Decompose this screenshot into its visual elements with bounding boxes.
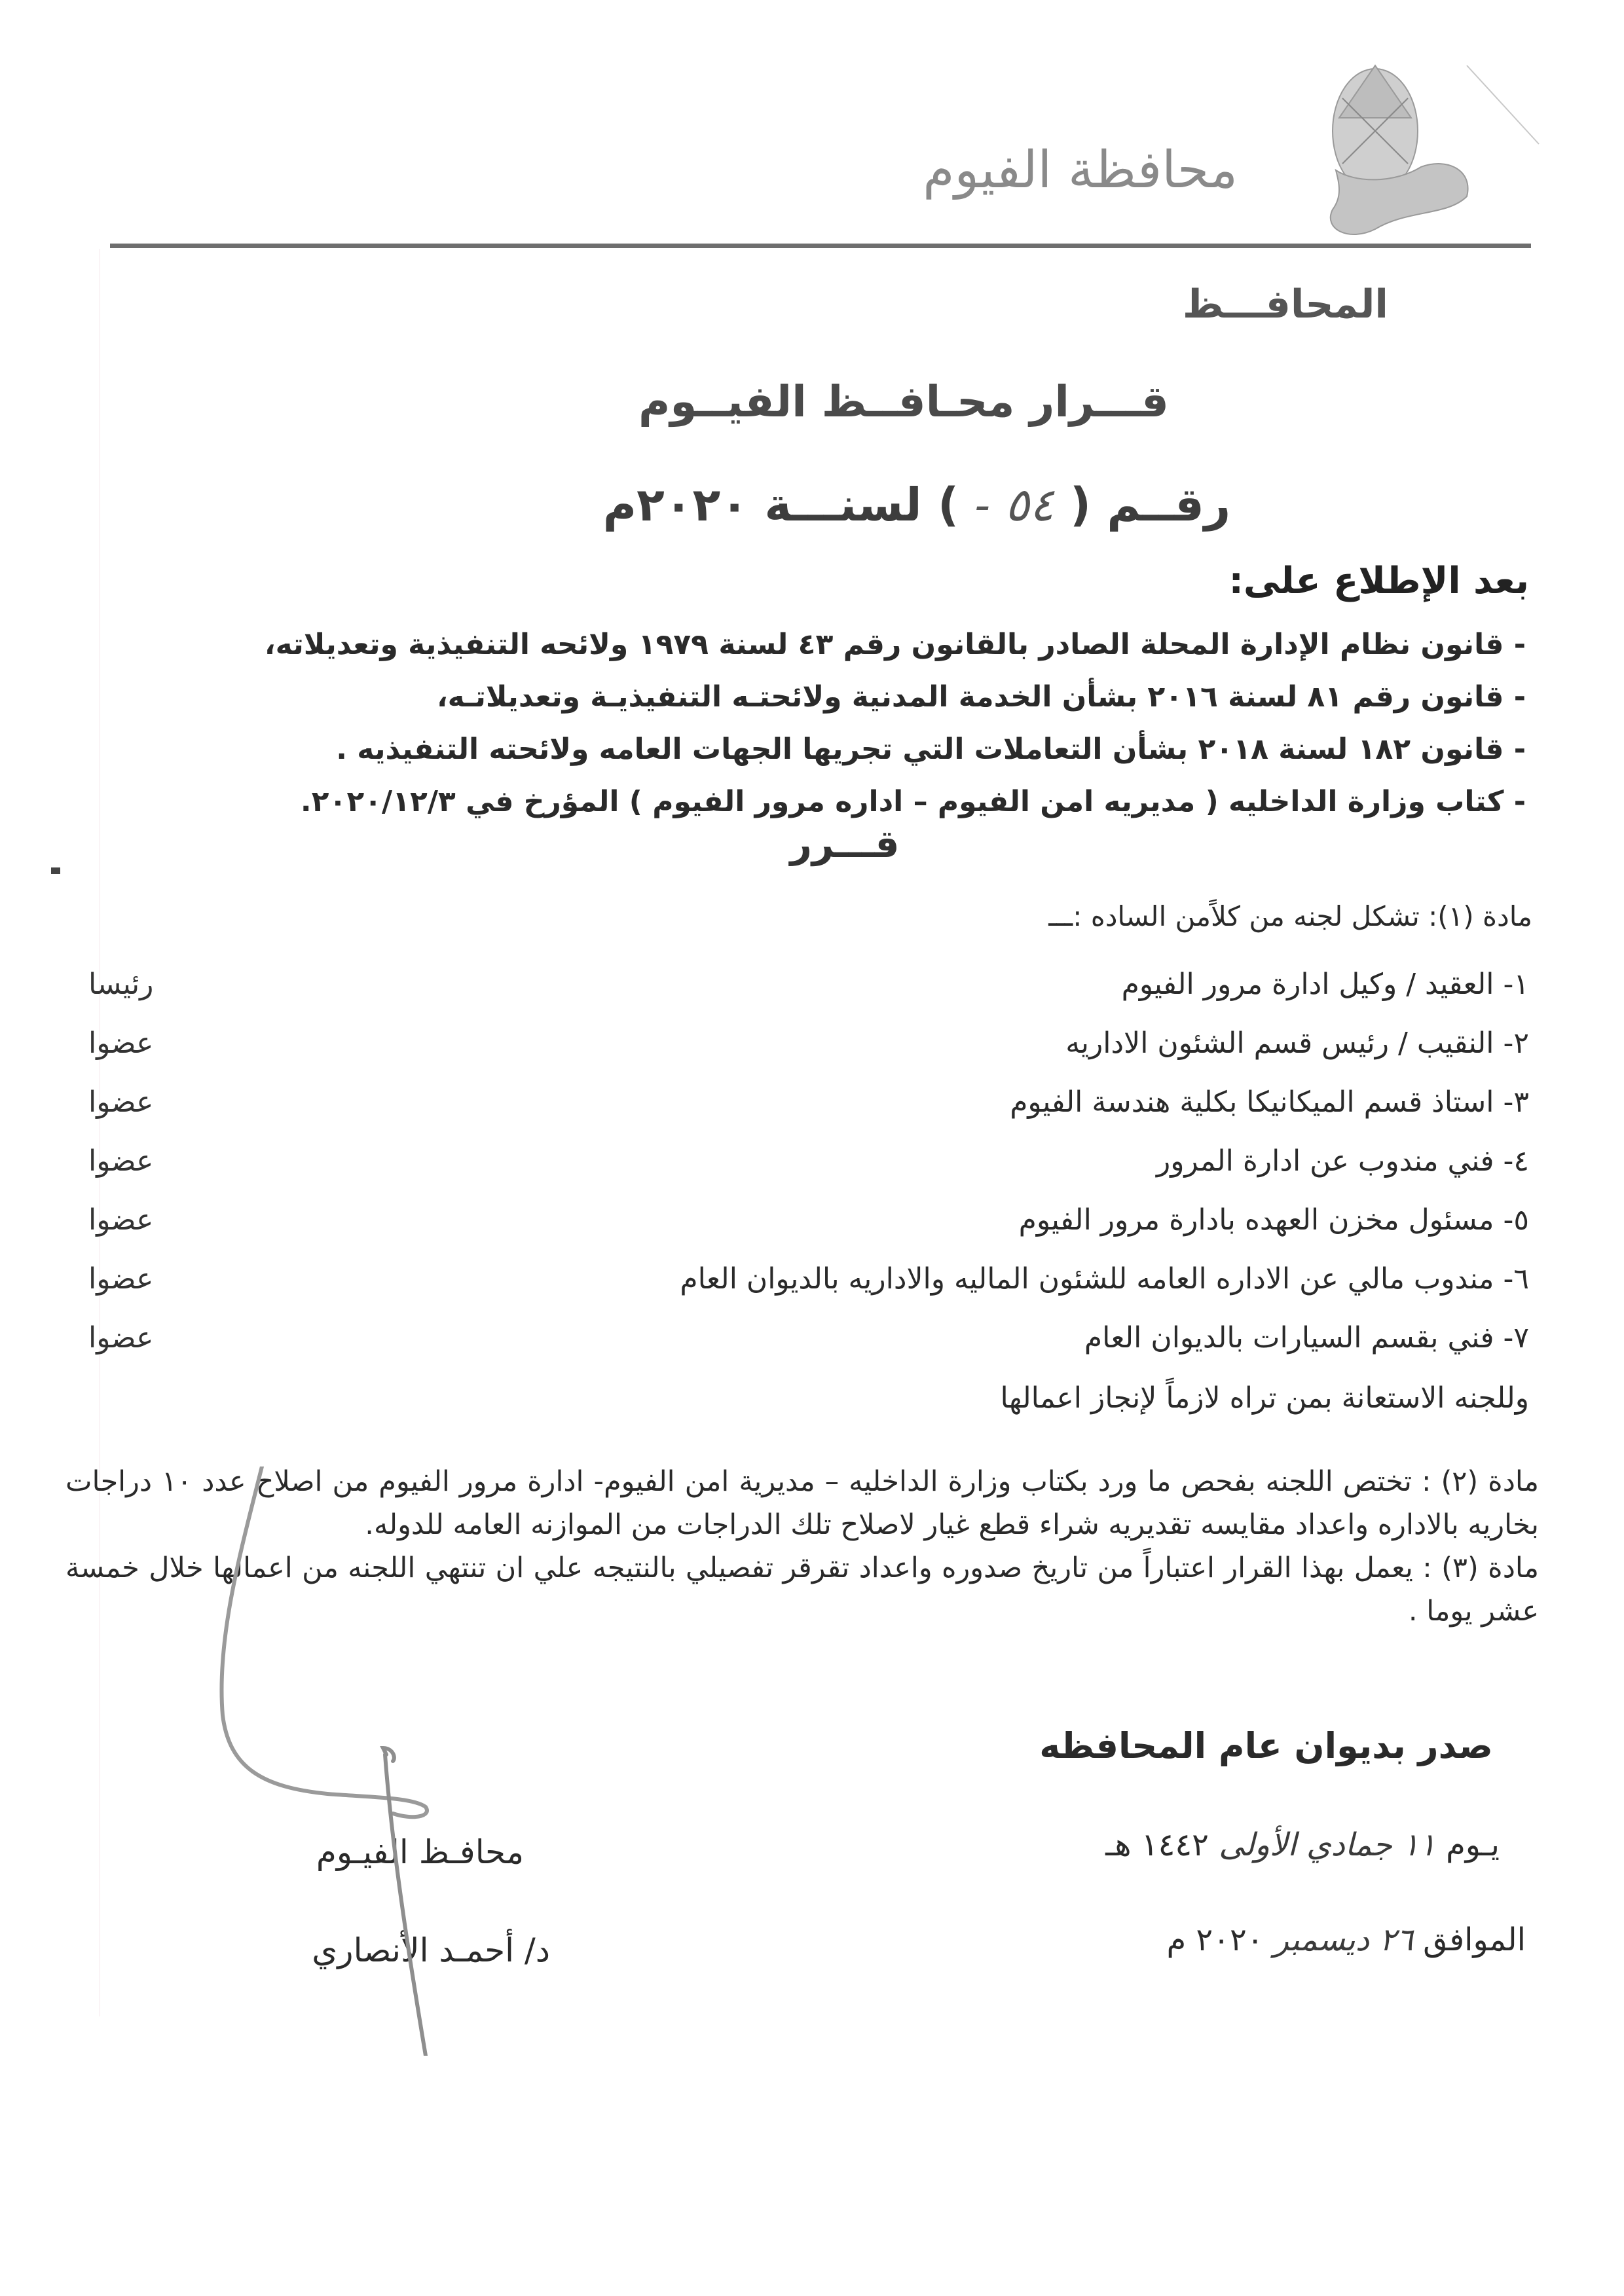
decree-number-prefix: رقــم ( [1069,478,1231,532]
preamble-item: - قانون ١٨٢ لسنة ٢٠١٨ بشأن التعاملات التي تجريها الجهات العامه ولائحته التنفيذيه . [336,733,1526,766]
decree-number [0,478,1624,532]
governor-title: محافـظ الفيـوم [316,1833,524,1871]
member-role: عضوا [88,1262,154,1296]
preamble-list [216,619,1526,828]
decree-number-suffix: ) لسنـــة ٢٠٢٠م [602,478,959,532]
member-role: عضوا [88,1321,154,1355]
article-3: مادة (٣) : يعمل بهذا القرار اعتباراً من تاريخ صدوره واعداد تقرقر تفصيلي بالنتيجه علي ان تنتهي اللجنه من اعمالها خلال خمسة عشر يوما . [65,1552,1539,1628]
scan-speck [51,867,60,874]
member-role: رئيسا [88,968,154,1001]
article-1-intro: مادة (١): تشكل لجنه من كلاًمن الساده :ـــ [1048,900,1532,932]
office-title: المحافـــظ [1182,282,1388,327]
member-role: عضوا [88,1144,154,1178]
member-name: ٣- استاذ قسم الميكانيكا بكلية هندسة الفيوم [1010,1085,1529,1119]
member-row [88,1144,1529,1203]
article-1-note: وللجنه الاستعانة بمن تراه لازماً لإنجاز اعمالها [1000,1381,1529,1415]
member-name: ١- العقيد / وكيل ادارة مرور الفيوم [1121,968,1529,1001]
member-name: ٤- فني مندوب عن ادارة المرور [1156,1144,1529,1178]
decree-title: قـــرار محـافــظ الفيــوم [638,376,1169,427]
preamble-item: - قانون رقم ٨١ لسنة ٢٠١٦ بشأن الخدمة المدنية ولائحتـه التنفيذيـة وتعديلاتـه، [436,680,1526,714]
member-name: ٥- مسئول مخزن العهده بادارة مرور الفيوم [1018,1203,1529,1237]
member-role: عضوا [88,1027,154,1060]
member-row [88,1203,1529,1262]
header-divider [110,244,1531,248]
member-row [88,1085,1529,1144]
member-role: عضوا [88,1085,154,1119]
member-name: ٧- فني بقسم السيارات بالديوان العام [1084,1321,1529,1355]
gregorian-date-handwritten: ٢٦ ديسمبر [1273,1922,1413,1958]
hijri-date-handwritten: ١١ جمادي الأولى [1219,1827,1436,1863]
member-name: ٢- النقيب / رئيس قسم الشئون الاداريه [1065,1027,1529,1060]
fayoum-governorate-emblem-icon [1277,59,1552,249]
governor-name: د/ أحمـد الأنصاري [312,1931,550,1969]
hijri-date [1105,1827,1500,1863]
member-row [88,1321,1529,1380]
issued-at: صدر بديوان عام المحافظه [1039,1725,1493,1766]
preamble-heading: بعد الإطلاع على: [1228,560,1529,602]
member-role: عضوا [88,1203,154,1237]
member-row [88,1262,1529,1321]
member-row [88,968,1529,1027]
decides-heading: قـــرر [790,822,900,866]
committee-members-list [88,968,1529,1380]
hijri-date-suffix: ١٤٤٢ هـ [1105,1827,1209,1863]
hijri-date-prefix: يـوم [1446,1827,1500,1863]
organization-name: محافظة الفيوم [923,141,1238,200]
decree-number-handwritten: ٥٤ - [974,478,1054,532]
gregorian-date [1166,1922,1526,1958]
member-row [88,1027,1529,1085]
article-2: مادة (٢) : تختص اللجنه بفحص ما ورد بكتاب وزارة الداخليه – مديرية امن الفيوم- ادارة مرور الفيوم من اصلاح عدد ١٠ دراجات بخاريه بالاداره واعداد مقايسه تقديريه شراء قطع غيار لاصلاح تلك الدراجات من الموازنه العامه للدوله. [65,1465,1539,1541]
member-name: ٦- مندوب مالي عن الاداره العامه للشئون الماليه والاداريه بالديوان العام [680,1262,1529,1296]
preamble-item: - قانون نظام الإدارة المحلة الصادر بالقانون رقم ٤٣ لسنة ١٩٧٩ ولائحه التنفيذية وتعديلاته، [264,628,1526,661]
preamble-item: - كتاب وزارة الداخليه ( مديريه امن الفيوم – اداره مرور الفيوم ) المؤرخ في ٢٠٢٠/١٢/٣. [300,785,1526,818]
gregorian-date-suffix: ٢٠٢٠ م [1166,1922,1264,1958]
gregorian-date-prefix: الموافق [1423,1922,1526,1958]
handwritten-signature-icon [196,1467,537,2056]
